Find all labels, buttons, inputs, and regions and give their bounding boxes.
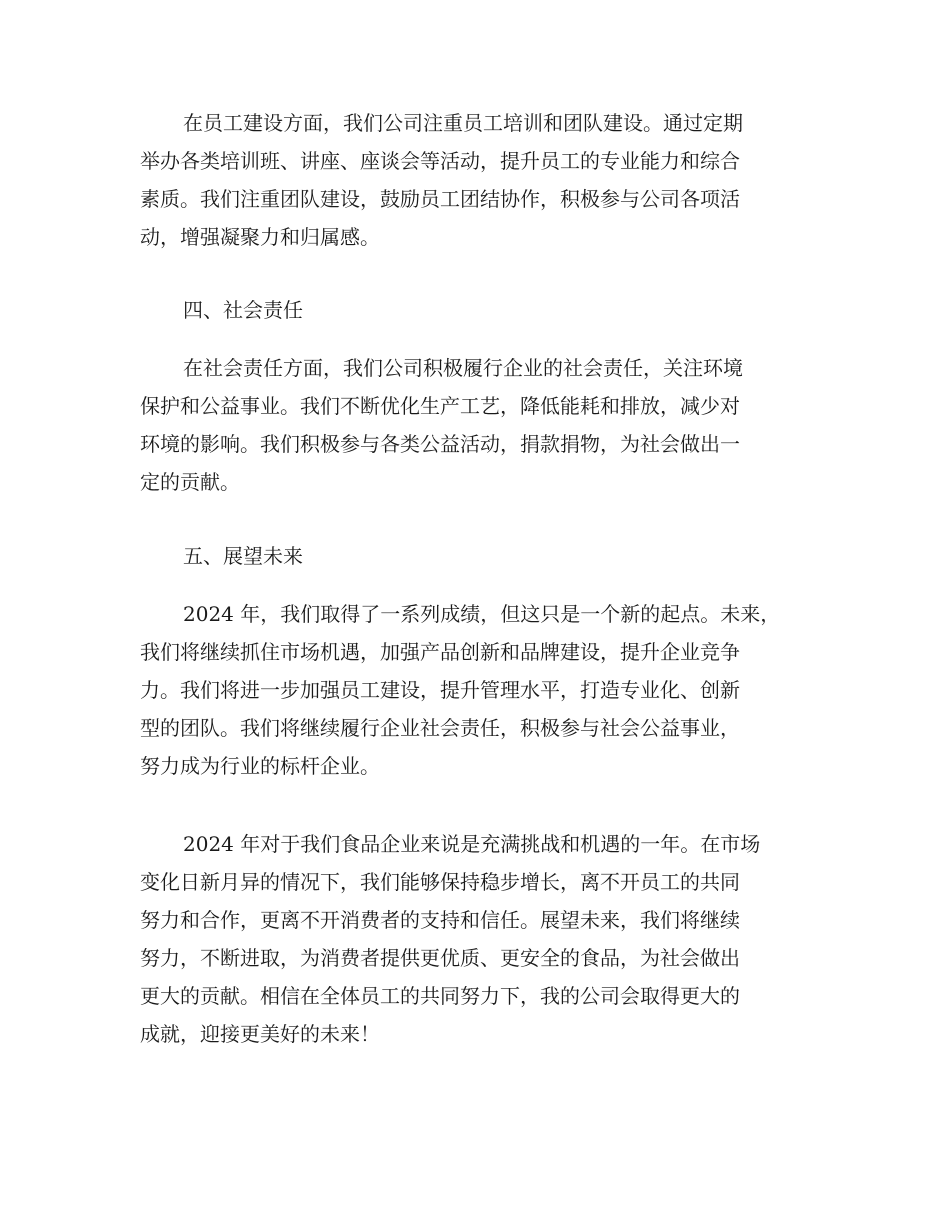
paragraph-closing <box>140 825 812 1053</box>
paragraph-future-outlook <box>140 595 812 785</box>
paragraph-employee-development <box>140 104 812 256</box>
paragraph-line: 在社会责任方面，我们公司积极履行企业的社会责任，关注环境 <box>183 356 743 380</box>
section-heading-social-responsibility <box>140 291 812 329</box>
paragraph-line: 我们将继续抓住市场机遇，加强产品创新和品牌建设，提升企业竞争 <box>140 640 740 664</box>
paragraph-line: 变化日新月异的情况下，我们能够保持稳步增长，离不开员工的共同 <box>140 870 740 894</box>
paragraph-line: 素质。我们注重团队建设，鼓励员工团结协作，积极参与公司各项活 <box>140 187 740 211</box>
paragraph-line: 环境的影响。我们积极参与各类公益活动，捐款捐物，为社会做出一 <box>140 432 740 456</box>
paragraph-line: 2024 年对于我们食品企业来说是充满挑战和机遇的一年。在市场 <box>183 832 761 856</box>
paragraph-line: 力。我们将进一步加强员工建设，提升管理水平，打造专业化、创新 <box>140 678 740 702</box>
paragraph-line: 在员工建设方面，我们公司注重员工培训和团队建设。通过定期 <box>183 111 743 135</box>
paragraph-line: 型的团队。我们将继续履行企业社会责任，积极参与社会公益事业， <box>140 716 740 740</box>
heading-text: 四、社会责任 <box>183 298 303 322</box>
paragraph-line: 成就，迎接更美好的未来！ <box>140 1022 380 1046</box>
paragraph-line: 定的贡献。 <box>140 470 240 494</box>
paragraph-line: 2024 年，我们取得了一系列成绩，但这只是一个新的起点。未来， <box>183 602 781 626</box>
paragraph-social-responsibility <box>140 349 812 501</box>
paragraph-line: 更大的贡献。相信在全体员工的共同努力下，我的公司会取得更大的 <box>140 984 740 1008</box>
paragraph-line: 举办各类培训班、讲座、座谈会等活动，提升员工的专业能力和综合 <box>140 149 740 173</box>
paragraph-line: 努力和合作，更离不开消费者的支持和信任。展望未来，我们将继续 <box>140 908 740 932</box>
paragraph-line: 动，增强凝聚力和归属感。 <box>140 225 380 249</box>
paragraph-line: 努力，不断进取，为消费者提供更优质、更安全的食品，为社会做出 <box>140 946 740 970</box>
heading-text: 五、展望未来 <box>183 544 303 568</box>
section-heading-future-outlook <box>140 537 812 575</box>
paragraph-line: 努力成为行业的标杆企业。 <box>140 754 380 778</box>
paragraph-line: 保护和公益事业。我们不断优化生产工艺，降低能耗和排放，减少对 <box>140 394 740 418</box>
